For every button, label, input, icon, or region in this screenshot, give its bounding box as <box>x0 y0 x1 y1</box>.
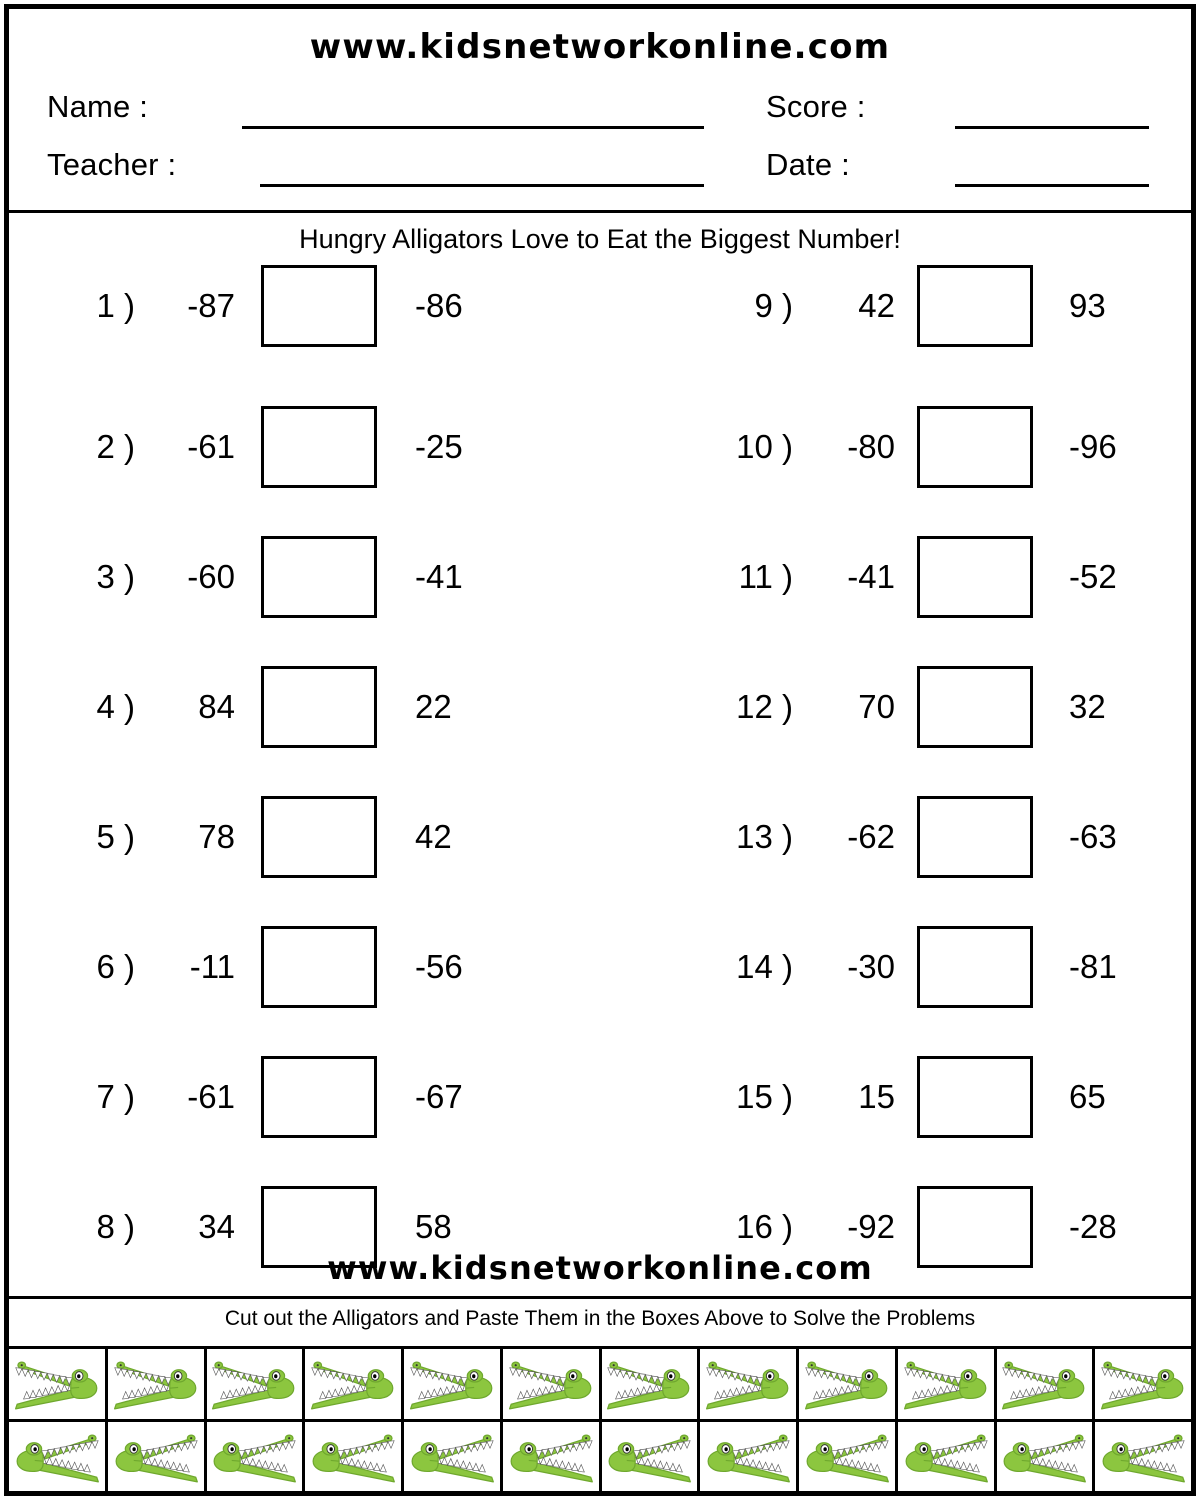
left-operand: -61 <box>187 428 235 465</box>
right-operand: -86 <box>415 287 463 324</box>
problem-number: 14 ) <box>736 948 793 985</box>
left-operand: -41 <box>847 558 895 595</box>
left-operand: -11 <box>189 948 235 985</box>
right-operand: 93 <box>1069 287 1106 324</box>
right-operand: -41 <box>415 558 463 595</box>
problem-number: 3 ) <box>96 558 135 595</box>
cutout-instruction: Cut out the Alligators and Paste Them in the Boxes Above to Solve the Problems <box>224 1307 976 1330</box>
answer-box[interactable] <box>917 666 1033 748</box>
alligator-row-less-than <box>9 1349 1191 1419</box>
teacher-input-line[interactable] <box>260 184 704 187</box>
left-operand: 78 <box>198 818 235 855</box>
alligator-greater-than-icon[interactable] <box>602 1422 701 1492</box>
problem-number: 11 ) <box>738 558 793 595</box>
site-title: www.kidsnetworkonline.com <box>309 27 891 67</box>
problem-row <box>9 789 1191 885</box>
right-operand: 42 <box>415 818 452 855</box>
right-operand: -56 <box>415 948 463 985</box>
answer-box[interactable] <box>917 536 1033 618</box>
left-operand: -80 <box>847 428 895 465</box>
alligator-less-than-icon[interactable] <box>700 1349 799 1419</box>
answer-box[interactable] <box>917 1056 1033 1138</box>
alligator-greater-than-icon[interactable] <box>207 1422 306 1492</box>
left-operand: 84 <box>198 688 235 725</box>
left-operand: 70 <box>858 688 895 725</box>
problem-row <box>9 1049 1191 1145</box>
problem-number: 12 ) <box>736 688 793 725</box>
right-operand: -81 <box>1069 948 1117 985</box>
problem-row <box>9 399 1191 495</box>
left-operand: 34 <box>198 1208 235 1245</box>
teacher-label: Teacher : <box>47 147 177 182</box>
problem-number: 16 ) <box>736 1208 793 1245</box>
right-operand: 32 <box>1069 688 1106 725</box>
right-operand: -63 <box>1069 818 1117 855</box>
alligator-less-than-icon[interactable] <box>1095 1349 1191 1419</box>
problem-number: 5 ) <box>96 818 135 855</box>
alligator-less-than-icon[interactable] <box>207 1349 306 1419</box>
instruction-text: Hungry Alligators Love to Eat the Biggest Number! <box>299 224 901 254</box>
problem-number: 9 ) <box>754 287 793 324</box>
alligator-greater-than-icon[interactable] <box>404 1422 503 1492</box>
right-operand: -67 <box>415 1078 463 1115</box>
alligator-greater-than-icon[interactable] <box>700 1422 799 1492</box>
right-operand: -96 <box>1069 428 1117 465</box>
problems-grid <box>9 258 1191 1246</box>
problem-number: 4 ) <box>96 688 135 725</box>
left-operand: 42 <box>858 287 895 324</box>
problem-row <box>9 258 1191 354</box>
alligator-greater-than-icon[interactable] <box>997 1422 1096 1492</box>
problem-row <box>9 919 1191 1015</box>
worksheet-header <box>9 9 1191 213</box>
problem-row <box>9 659 1191 755</box>
alligator-less-than-icon[interactable] <box>305 1349 404 1419</box>
left-operand: -62 <box>847 818 895 855</box>
left-operand: 15 <box>858 1078 895 1115</box>
score-input-line[interactable] <box>955 126 1149 129</box>
problem-number: 13 ) <box>736 818 793 855</box>
right-operand: -28 <box>1069 1208 1117 1245</box>
cutout-section <box>9 1296 1191 1491</box>
right-operand: -25 <box>415 428 463 465</box>
left-operand: -61 <box>187 1078 235 1115</box>
answer-box[interactable] <box>917 406 1033 488</box>
problem-number: 6 ) <box>96 948 135 985</box>
alligator-less-than-icon[interactable] <box>898 1349 997 1419</box>
score-label: Score : <box>766 89 866 124</box>
left-operand: -60 <box>187 558 235 595</box>
alligator-greater-than-icon[interactable] <box>1095 1422 1191 1492</box>
answer-box[interactable] <box>917 265 1033 347</box>
date-input-line[interactable] <box>955 184 1149 187</box>
right-operand: -52 <box>1069 558 1117 595</box>
answer-box[interactable] <box>917 926 1033 1008</box>
name-label: Name : <box>47 89 149 124</box>
right-operand: 58 <box>415 1208 452 1245</box>
alligator-row-greater-than <box>9 1419 1191 1492</box>
alligator-less-than-icon[interactable] <box>9 1349 108 1419</box>
alligator-less-than-icon[interactable] <box>602 1349 701 1419</box>
alligator-less-than-icon[interactable] <box>997 1349 1096 1419</box>
left-operand: -30 <box>847 948 895 985</box>
problem-number: 2 ) <box>96 428 135 465</box>
alligator-greater-than-icon[interactable] <box>305 1422 404 1492</box>
problem-number: 7 ) <box>96 1078 135 1115</box>
problem-row <box>9 529 1191 625</box>
problem-number: 15 ) <box>736 1078 793 1115</box>
alligator-less-than-icon[interactable] <box>404 1349 503 1419</box>
alligator-greater-than-icon[interactable] <box>799 1422 898 1492</box>
name-input-line[interactable] <box>242 126 704 129</box>
alligator-less-than-icon[interactable] <box>799 1349 898 1419</box>
right-operand: 22 <box>415 688 452 725</box>
right-operand: 65 <box>1069 1078 1106 1115</box>
alligator-less-than-icon[interactable] <box>108 1349 207 1419</box>
left-operand: -87 <box>187 287 235 324</box>
alligator-greater-than-icon[interactable] <box>9 1422 108 1492</box>
alligator-greater-than-icon[interactable] <box>898 1422 997 1492</box>
alligator-less-than-icon[interactable] <box>503 1349 602 1419</box>
left-operand: -92 <box>847 1208 895 1245</box>
problem-number: 8 ) <box>96 1208 135 1245</box>
alligator-greater-than-icon[interactable] <box>503 1422 602 1492</box>
answer-box[interactable] <box>917 796 1033 878</box>
alligator-greater-than-icon[interactable] <box>108 1422 207 1492</box>
alligator-grid <box>9 1346 1191 1491</box>
date-label: Date : <box>766 147 850 182</box>
footer-site-url: www.kidsnetworkonline.com <box>327 1249 873 1287</box>
problem-number: 10 ) <box>736 428 793 465</box>
problem-number: 1 ) <box>96 287 135 324</box>
